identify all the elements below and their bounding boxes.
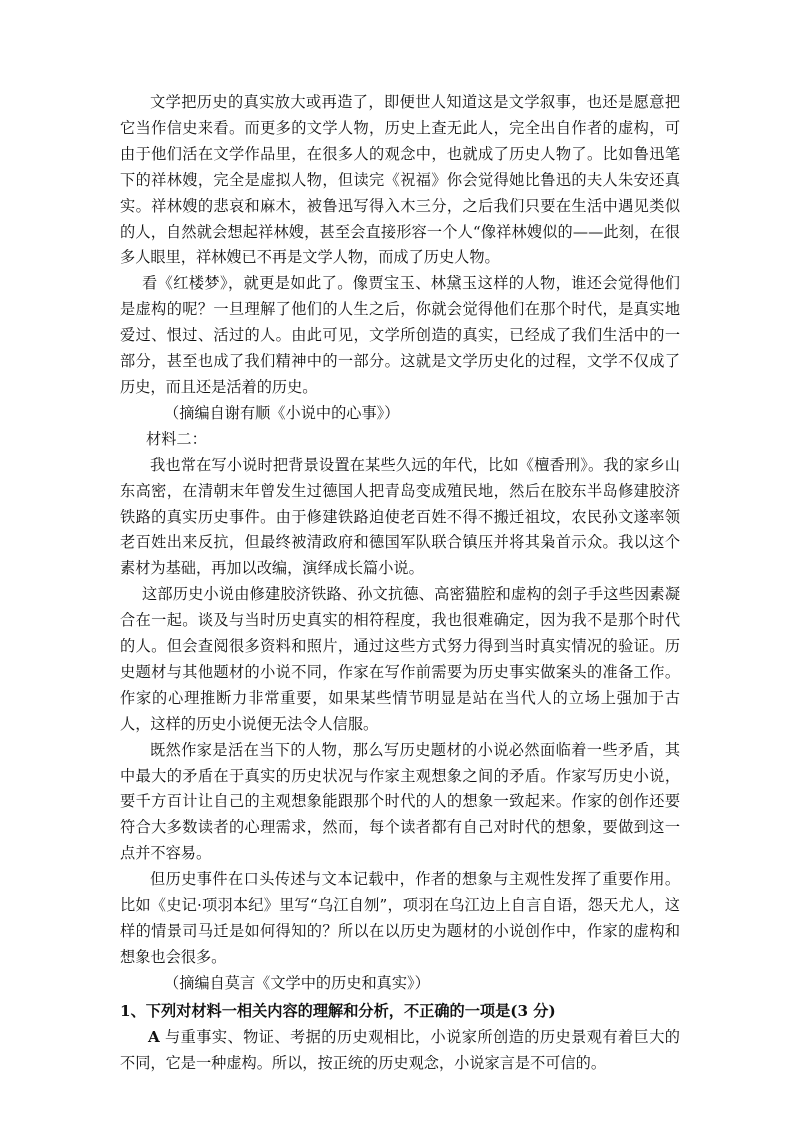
- material-two-paragraph-1: 我也常在写小说时把背景设置在某些久远的年代，比如《檀香刑》。我的家乡山东高密，在清朝末年曾发生过德国人把青岛变成殖民地，然后在胶东半岛修建胶济铁路的真实历史事件。由于修建铁路迫使老百姓不得不搬迁祖坟，农民孙文遂率领老百姓出来反抗，但最终被清政府和德国军队联合镇压并将其枭首示众。我以这个素材为基础，再加以改编，演绎成长篇小说。: [120, 455, 680, 578]
- material-one-source: （摘编自谢有顺《小说中的心事》）: [164, 403, 400, 422]
- material-one-paragraph-1: 文学把历史的真实放大或再造了，即便世人知道这是文学叙事，也还是愿意把它当作信史来看。而更多的文学人物，历史上查无此人，完全出自作者的虚构，可由于他们活在文学作品里，在很多人的观念中，也就成了历史人物了。比如鲁迅笔下的祥林嫂，完全是虚拟人物，但读完《祝福》你会觉得她比鲁迅的夫人朱安还真实。祥林嫂的悲哀和麻木，被鲁迅写得入木三分，之后我们只要在生活中遇见类似的人，自然就会想起祥林嫂，甚至会直接形容一个人“像祥林嫂似的——此刻，在很多人眼里，祥林嫂已不再是文学人物，而成了历史人物。: [120, 93, 680, 267]
- question-1-stem: 1、下列对材料一相关内容的理解和分析，不正确的一项是(3 分): [120, 1001, 556, 1020]
- material-two-heading: 材料二：: [146, 429, 207, 448]
- document-page: [120, 90, 680, 1076]
- option-a-letter: A: [148, 1027, 160, 1046]
- material-two-paragraph-2: 这部历史小说由修建胶济铁路、孙文抗德、高密猫腔和虚构的刽子手这些因素凝合在一起。谈及与当时历史真实的相符程度，我也很难确定，因为我不是那个时代的人。但会查阅很多资料和照片，通过这些方式努力得到当时真实情况的验证。历史题材与其他题材的小说不同，作家在写作前需要为历史事实做案头的准备工作。作家的心理推断力非常重要，如果某些情节明显是站在当代人的立场上强加于古人，这样的历史小说便无法令人信服。: [120, 585, 680, 733]
- material-two-paragraph-3: 既然作家是活在当下的人物，那么写历史题材的小说必然面临着一些矛盾，其中最大的矛盾在于真实的历史状况与作家主观想象之间的矛盾。作家写历史小说，要千方百计让自己的主观想象能跟那个时代的人的想象一致起来。作家的创作还要符合大多数读者的心理需求，然而，每个读者都有自己对时代的想象，要做到这一点并不容易。: [120, 740, 680, 863]
- material-one-paragraph-2: 看《红楼梦》，就更是如此了。像贾宝玉、林黛玉这样的人物，谁还会觉得他们是虚构的呢？一旦理解了他们的人生之后，你就会觉得他们在那个时代，是真实地爱过、恨过、活过的人。由此可见，文学所创造的真实，已经成了我们生活中的一部分，甚至也成了我们精神中的一部分。这就是文学历史化的过程，文学不仅成了历史，而且还是活着的历史。: [120, 274, 680, 396]
- question-1-option-a: [120, 1025, 680, 1077]
- material-two-paragraph-4: 但历史事件在口头传述与文本记载中，作者的想象与主观性发挥了重要作用。比如《史记·项羽本纪》里写“乌江自刎”，项羽在乌江边上自言自语，怨天尤人，这样的情景司马迁是如何得知的？所以在以历史为题材的小说创作中，作家的虚构和想象也会很多。: [120, 870, 680, 966]
- option-a-text: 与重事实、物证、考据的历史观相比，小说家所创造的历史景观有着巨大的不同，它是一种虚构。所以，按正统的历史观念，小说家言是不可信的。: [120, 1027, 680, 1072]
- material-two-source: （摘编自莫言《文学中的历史和真实》）: [164, 973, 430, 992]
